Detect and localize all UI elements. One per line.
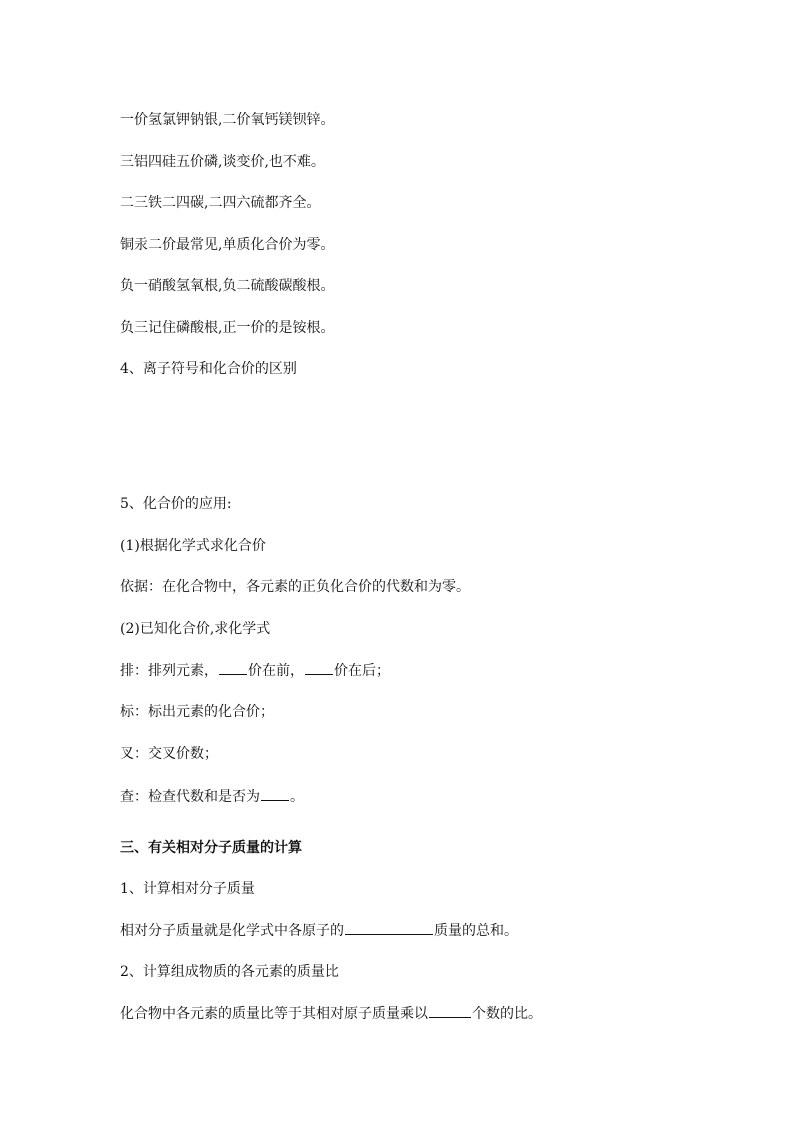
step-check-prefix: 查：检查代数和是否为 (120, 789, 260, 805)
subsection-1-heading: (1)根据化学式求化合价 (120, 538, 266, 554)
subsection-2-heading: (2)已知化合价,求化学式 (120, 621, 271, 637)
step-check-suffix: 。 (290, 789, 304, 805)
mnemonic-line-5: 负一硝酸氢氧根,负二硫酸碳酸根。 (120, 278, 335, 294)
step-arrange-prefix: 排：排列元素， (120, 663, 218, 679)
fill-blank (429, 1003, 471, 1018)
fill-blank (305, 660, 333, 675)
mnemonic-line-1: 一价氢氯钾钠银,二价氧钙镁钡锌。 (120, 112, 335, 128)
part-3-heading: 三、有关相对分子质量的计算 (120, 840, 302, 856)
section-5-heading: 5、化合价的应用: (120, 496, 232, 512)
calc-2-prefix: 化合物中各元素的质量比等于其相对原子质量乘以 (120, 1006, 428, 1022)
mnemonic-line-6: 负三记住磷酸根,正一价的是铵根。 (120, 320, 335, 336)
calc-1-suffix: 质量的总和。 (434, 923, 518, 939)
calc-1-text (120, 920, 518, 941)
step-check (120, 786, 304, 807)
step-mark: 标：标出元素的化合价； (120, 704, 274, 720)
mnemonic-line-2: 三铝四硅五价磷,谈变价,也不难。 (120, 154, 325, 170)
basis-text: 依据：在化合物中，各元素的正负化合价的代数和为零。 (120, 579, 470, 595)
step-arrange-suffix: 价在后； (334, 663, 390, 679)
fill-blank (219, 660, 247, 675)
calc-2-text (120, 1003, 542, 1024)
fill-blank (345, 920, 433, 935)
calc-2-suffix: 个数的比。 (472, 1006, 542, 1022)
fill-blank (261, 786, 289, 801)
step-arrange-mid: 价在前， (248, 663, 304, 679)
calc-2-heading: 2、计算组成物质的各元素的质量比 (120, 964, 339, 980)
section-4-heading: 4、离子符号和化合价的区别 (120, 361, 297, 377)
calc-1-heading: 1、计算相对分子质量 (120, 881, 255, 897)
mnemonic-line-4: 铜汞二价最常见,单质化合价为零。 (120, 237, 335, 253)
mnemonic-line-3: 二三铁二四碳,二四六硫都齐全。 (120, 195, 321, 211)
calc-1-prefix: 相对分子质量就是化学式中各原子的 (120, 923, 344, 939)
step-cross: 叉：交叉价数； (120, 746, 218, 762)
step-arrange (120, 660, 390, 681)
